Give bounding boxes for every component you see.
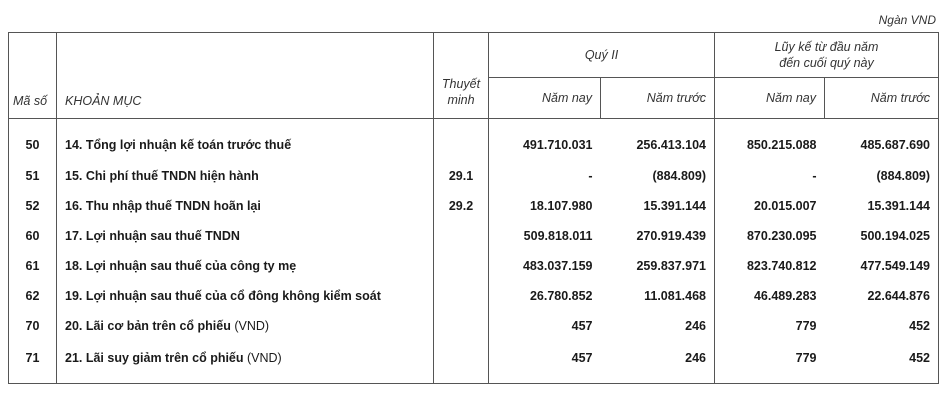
row-item: 17. Lợi nhuận sau thuế TNDN [57,221,434,251]
table-row [9,221,939,251]
row-code: 71 [25,351,40,365]
table-row [9,281,939,311]
row-note [434,311,489,341]
row-code: 52 [25,199,40,213]
row-quarter-this-year: 457 [489,341,601,384]
row-quarter-last-year: 256.413.104 [636,138,706,152]
row-quarter-this-year: 483.037.159 [489,251,601,281]
header-ytd-last-year: Năm trước [825,78,939,119]
row-code: 51 [25,169,40,183]
row-ytd-last-year: 500.194.025 [860,229,931,243]
header-note [434,33,489,119]
row-item: 19. Lợi nhuận sau thuế của cổ đông không kiểm soát [57,281,434,311]
row-ytd-last-year: 22.644.876 [867,289,931,303]
row-ytd-this-year: 779 [715,341,825,384]
row-ytd-last-year: (884.809) [876,169,931,183]
income-statement-table [8,32,939,384]
header-quarter-this-year: Năm nay [489,78,601,119]
row-ytd-this-year: 850.215.088 [715,119,825,162]
row-quarter-last-year: (884.809) [652,169,706,183]
row-code: 60 [25,229,40,243]
row-code: 70 [25,319,40,333]
row-item: 21. Lãi suy giảm trên cổ phiếu (VND) [57,341,434,384]
row-ytd-this-year: 823.740.812 [715,251,825,281]
row-ytd-last-year: 452 [909,351,931,365]
row-quarter-this-year: 491.710.031 [489,119,601,162]
row-quarter-last-year: 246 [685,351,706,365]
row-ytd-this-year: 779 [715,311,825,341]
row-quarter-this-year: 509.818.011 [489,221,601,251]
row-code: 62 [25,289,40,303]
row-quarter-last-year: 15.391.144 [643,199,706,213]
row-note: 29.1 [434,161,489,191]
row-quarter-last-year: 246 [685,319,706,333]
row-quarter-last-year: 259.837.971 [636,259,706,273]
row-code: 61 [25,259,40,273]
row-note [434,221,489,251]
header-item: KHOẢN MỤC [57,33,434,119]
row-ytd-this-year: - [715,161,825,191]
row-note [434,251,489,281]
header-code: Mã số [9,33,57,119]
row-note [434,119,489,162]
header-quarter-group: Quý II [489,33,715,78]
row-note [434,341,489,384]
table-row [9,251,939,281]
row-item: 14. Tổng lợi nhuận kế toán trước thuế [57,119,434,162]
table-row [9,341,939,384]
header-note-line1: Thuyết [441,77,481,91]
header-note-line2: minh [447,93,475,107]
row-quarter-last-year: 11.081.468 [644,289,706,303]
row-item: 18. Lợi nhuận sau thuế của công ty mẹ [57,251,434,281]
row-ytd-last-year: 485.687.690 [860,138,931,152]
header-ytd-group [715,33,939,78]
currency-unit-label: Ngàn VND [878,13,936,27]
row-quarter-this-year: 18.107.980 [489,191,601,221]
row-ytd-this-year: 46.489.283 [715,281,825,311]
row-quarter-this-year: 26.780.852 [489,281,601,311]
table-row [9,161,939,191]
row-ytd-last-year: 477.549.149 [860,259,931,273]
row-quarter-this-year: 457 [489,311,601,341]
row-quarter-this-year: - [489,161,601,191]
row-ytd-last-year: 452 [909,319,931,333]
row-note: 29.2 [434,191,489,221]
header-ytd-line1: Lũy kế từ đầu năm [774,40,879,54]
row-item: 16. Thu nhập thuế TNDN hoãn lại [57,191,434,221]
row-quarter-last-year: 270.919.439 [636,229,706,243]
row-ytd-last-year: 15.391.144 [867,199,931,213]
table-row [9,311,939,341]
header-ytd-line2: đến cuối quý này [779,56,874,70]
row-item: 20. Lãi cơ bản trên cổ phiếu (VND) [57,311,434,341]
header-ytd-this-year: Năm nay [715,78,825,119]
row-item: 15. Chi phí thuế TNDN hiện hành [57,161,434,191]
row-ytd-this-year: 20.015.007 [715,191,825,221]
header-quarter-last-year: Năm trước [601,78,715,119]
row-code: 50 [25,138,40,152]
table-row [9,191,939,221]
row-ytd-this-year: 870.230.095 [715,221,825,251]
table-row [9,119,939,162]
row-note [434,281,489,311]
